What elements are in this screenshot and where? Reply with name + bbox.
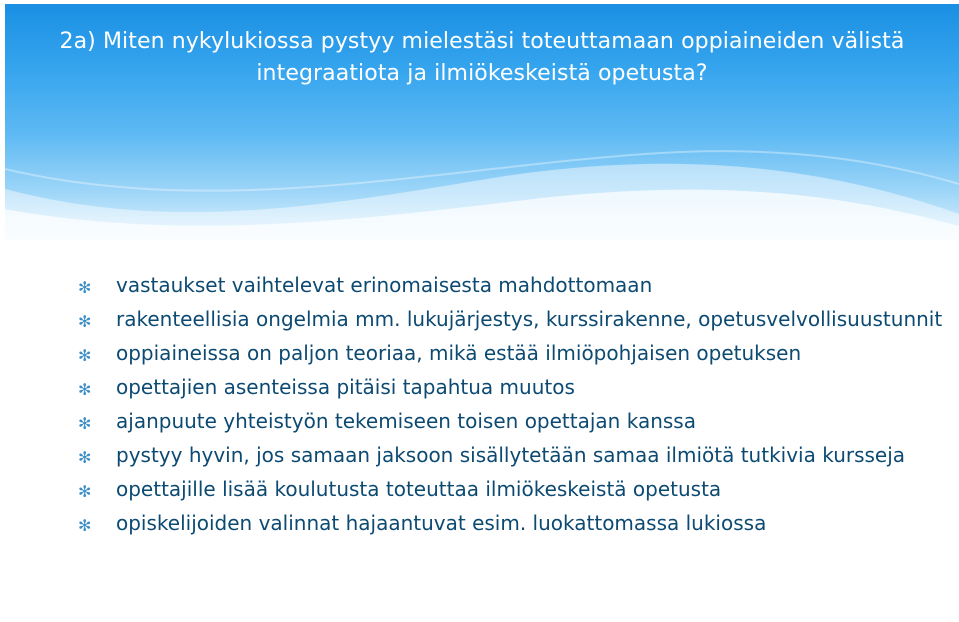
list-item-text: vastaukset vaihtelevat erinomaisesta mahdottomaan xyxy=(116,273,653,297)
slide-title-line-2: integraatiota ja ilmiökeskeistä opetusta? xyxy=(256,61,708,86)
list-item xyxy=(78,408,948,435)
asterisk-bullet-icon: ✻ xyxy=(78,482,92,501)
slide-title-line-1: 2a) Miten nykylukiossa pystyy mielestäsi toteuttamaan oppiaineiden välistä xyxy=(59,29,905,54)
asterisk-bullet-icon: ✻ xyxy=(78,380,92,399)
list-item-text: oppiaineissa on paljon teoriaa, mikä estää ilmiöpohjaisen opetuksen xyxy=(116,341,802,365)
asterisk-bullet-icon: ✻ xyxy=(78,516,92,535)
list-item-text: pystyy hyvin, jos samaan jaksoon sisällytetään samaa ilmiötä tutkivia kursseja xyxy=(116,443,906,467)
list-item-text: opettajille lisää koulutusta toteuttaa ilmiökeskeistä opetusta xyxy=(116,477,722,501)
list-item xyxy=(78,306,948,333)
asterisk-bullet-icon: ✻ xyxy=(78,346,92,365)
list-item xyxy=(78,340,948,367)
asterisk-bullet-icon: ✻ xyxy=(78,448,92,467)
list-item xyxy=(78,476,948,503)
list-item xyxy=(78,374,948,401)
list-item xyxy=(78,510,948,537)
list-item-text: ajanpuute yhteistyön tekemiseen toisen opettajan kanssa xyxy=(116,409,696,433)
list-item xyxy=(78,272,948,299)
slide-title xyxy=(5,26,959,90)
title-band xyxy=(5,4,959,240)
asterisk-bullet-icon: ✻ xyxy=(78,414,92,433)
asterisk-bullet-icon: ✻ xyxy=(78,278,92,297)
list-item-text: rakenteellisia ongelmia mm. lukujärjestys, kurssirakenne, opetusvelvollisuustunnit xyxy=(116,307,943,331)
bullet-list xyxy=(78,272,948,544)
asterisk-bullet-icon: ✻ xyxy=(78,312,92,331)
list-item-text: opiskelijoiden valinnat hajaantuvat esim. luokattomassa lukiossa xyxy=(116,511,767,535)
list-item-text: opettajien asenteissa pitäisi tapahtua muutos xyxy=(116,375,575,399)
list-item xyxy=(78,442,948,469)
